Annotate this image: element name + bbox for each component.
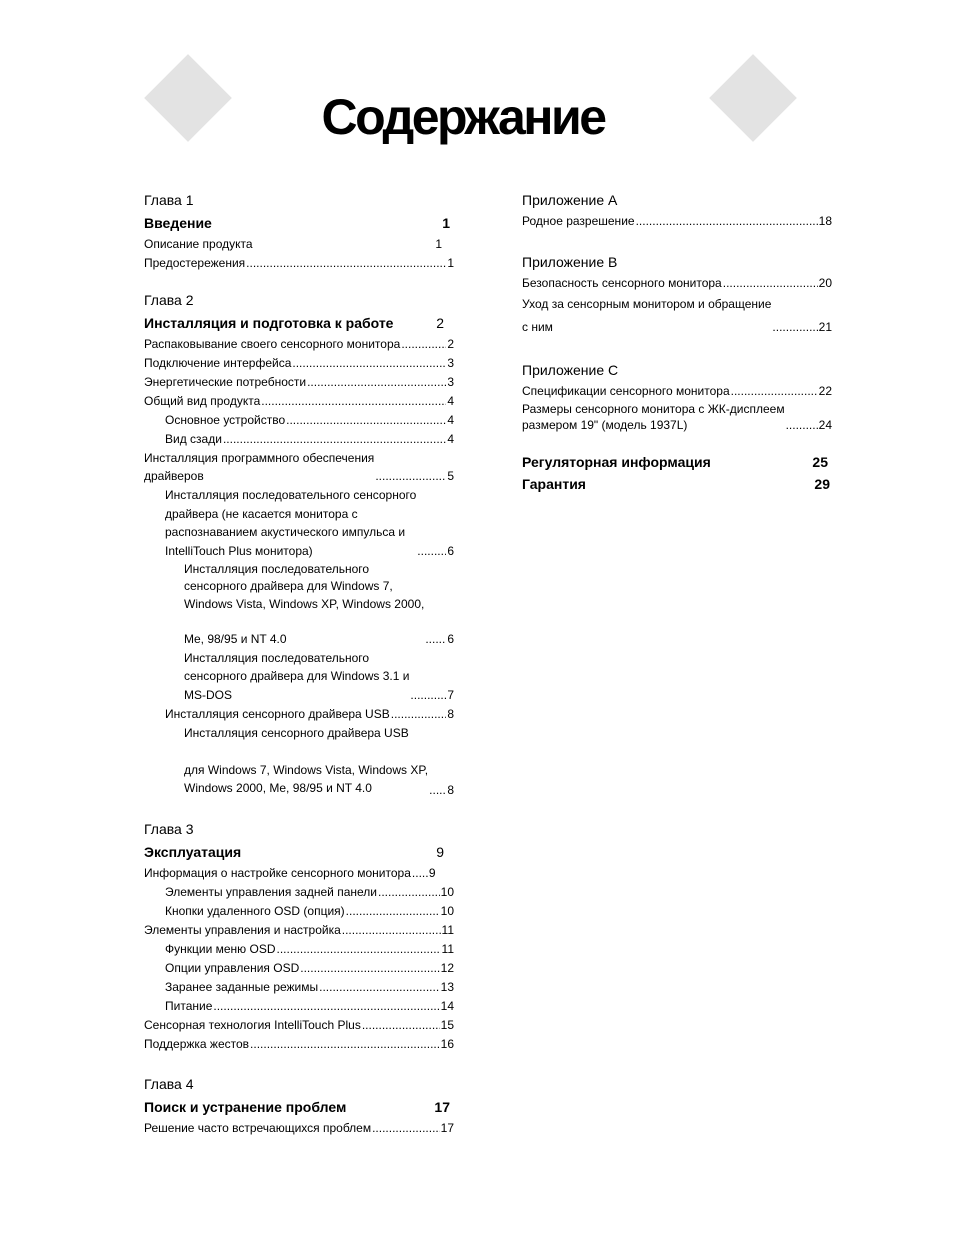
- chapter-3-label: Глава 3: [144, 820, 194, 837]
- leader-dots: [378, 883, 440, 902]
- toc-entry[interactable]: [522, 274, 832, 293]
- regulatory-info-heading[interactable]: [522, 451, 832, 473]
- toc-entry-page: 1: [435, 237, 442, 251]
- toc-entry[interactable]: [522, 212, 832, 231]
- toc-entry[interactable]: [144, 959, 454, 978]
- toc-entry[interactable]: [144, 705, 454, 724]
- toc-entry[interactable]: [144, 997, 454, 1016]
- leader-dots: [401, 335, 446, 354]
- toc-entry[interactable]: [144, 883, 454, 902]
- toc-entry-text: Основное устройство: [165, 412, 286, 427]
- toc-entry-page: 6: [447, 543, 454, 558]
- chapter-3-heading[interactable]: [144, 842, 454, 862]
- leader-dots: [213, 997, 439, 1016]
- toc-right-column: [522, 191, 832, 495]
- leader-dots: [723, 274, 818, 293]
- toc-entry[interactable]: [522, 293, 832, 339]
- toc-entry-text: Информация о настройке сенсорного монитора: [144, 865, 411, 880]
- toc-entry-text: Решение часто встречающихся проблем: [144, 1121, 372, 1135]
- leader-dots: [391, 705, 447, 724]
- toc-entry-text: Кнопки удаленного OSD (опция): [165, 903, 345, 918]
- leader-dots: [223, 430, 446, 449]
- toc-entry-page: 5: [447, 469, 454, 483]
- toc-entry[interactable]: [144, 430, 454, 449]
- toc-entry-text: Инсталляция сенсорного драйвера USB для Windows 7, Windows Vista, Windows XP, Windows 2000, Me, 98/95 и NT 4.0: [184, 725, 429, 795]
- chapter-heading-title: Инсталляция и подготовка к работе: [144, 314, 394, 331]
- leader-dots: [772, 316, 817, 339]
- toc-entry-page: 17: [440, 1121, 454, 1135]
- toc-entry-text: Уход за сенсорным монитором и обращение с ним: [522, 296, 772, 334]
- toc-entry-text: Общий вид продукта: [144, 393, 261, 408]
- toc-entry-text: Элементы управления задней панели: [165, 884, 377, 899]
- toc-entry-text: Поддержка жестов: [144, 1036, 250, 1051]
- leader-dots: [731, 382, 818, 401]
- warranty-title: Гарантия: [522, 475, 586, 492]
- chapter-2-heading[interactable]: [144, 313, 454, 333]
- toc-entry-text: Безопасность сенсорного монитора: [522, 275, 722, 290]
- toc-entry-text: Распаковывание своего сенсорного монитора: [144, 336, 401, 351]
- toc-entry-text: Заранее заданные режимы: [165, 979, 319, 994]
- chapter-heading-page: 9: [436, 843, 444, 860]
- toc-entry[interactable]: [144, 940, 454, 959]
- toc-entry-page: 7: [447, 687, 454, 702]
- toc-entry-text: Функции меню OSD: [165, 941, 276, 956]
- toc-entry[interactable]: [144, 392, 454, 411]
- toc-entry[interactable]: [144, 486, 454, 560]
- toc-entry-page: 4: [447, 431, 454, 446]
- toc-entry-page: 21: [818, 319, 832, 334]
- chapter-heading-title: Эксплуатация: [144, 843, 242, 860]
- toc-entry-page: 4: [447, 412, 454, 427]
- toc-entry-page: 3: [447, 374, 454, 389]
- chapter-2-label: Глава 2: [144, 291, 194, 308]
- toc-entry-text: Размеры сенсорного монитора с ЖК-дисплеем размером 19" (модель 1937L): [522, 401, 785, 432]
- chapter-heading-page: 2: [436, 314, 444, 331]
- toc-entry-page: 13: [440, 979, 454, 994]
- leader-dots: [410, 686, 446, 705]
- toc-entry-page: 10: [440, 884, 454, 899]
- toc-entry-text: Описание продукта: [144, 237, 253, 251]
- leader-dots: [342, 921, 441, 940]
- toc-entry[interactable]: [144, 354, 454, 373]
- toc-entry[interactable]: [144, 373, 454, 392]
- toc-entry-page: 11: [441, 922, 454, 937]
- toc-entry-page: 8: [447, 706, 454, 721]
- leader-dots: [425, 631, 446, 649]
- toc-entry[interactable]: [144, 1016, 454, 1035]
- leader-dots: [307, 373, 446, 392]
- chapter-heading-title: Поиск и устранение проблем: [144, 1099, 347, 1115]
- toc-entry-page: 2: [447, 336, 454, 351]
- leader-dots: [261, 392, 446, 411]
- leader-dots: [375, 467, 446, 486]
- toc-entry-page: 6: [447, 631, 454, 646]
- toc-entry[interactable]: [144, 649, 454, 705]
- toc-entry-text: Инсталляция последовательного сенсорного драйвера для Windows 3.1 и MS-DOS: [184, 650, 410, 702]
- toc-entry[interactable]: [522, 382, 832, 401]
- toc-entry-page: 4: [447, 393, 454, 408]
- toc-entry-text: Инсталляция последовательного сенсорного драйвера (не касается монитора с распознаванием акустического импульса и IntelliTouch Plus монитора): [165, 488, 417, 558]
- chapter-4-label: Глава 4: [144, 1076, 194, 1092]
- chapter-heading-page: 17: [434, 1099, 450, 1115]
- toc-entry-text: Опции управления OSD: [165, 960, 300, 975]
- toc-entry[interactable]: [144, 921, 454, 940]
- toc-entry[interactable]: [144, 1119, 454, 1138]
- toc-entry-page: 8: [447, 782, 454, 797]
- toc-entry[interactable]: [144, 1035, 454, 1054]
- toc-entry[interactable]: [144, 335, 454, 354]
- page-title: Содержание: [321, 89, 605, 145]
- chapter-heading-page: 1: [442, 215, 450, 231]
- toc-entry[interactable]: [144, 561, 454, 649]
- regulatory-info-page: 25: [812, 453, 828, 470]
- leader-dots: [246, 254, 446, 273]
- toc-entry-page: 14: [440, 998, 454, 1013]
- leader-dots: [636, 212, 818, 231]
- toc-entry[interactable]: [144, 235, 454, 254]
- chapter-1-heading[interactable]: [144, 213, 454, 233]
- leader-dots: [300, 959, 439, 978]
- regulatory-info-title: Регуляторная информация: [522, 453, 711, 470]
- leader-dots: [372, 1119, 440, 1138]
- leader-dots: [286, 411, 446, 430]
- toc-entry-text: Спецификации сенсорного монитора: [522, 383, 730, 398]
- leader-dots: [786, 417, 818, 433]
- toc-entry-text: Питание: [165, 998, 213, 1013]
- toc-entry-text: Инсталляция программного обеспечения драйверов: [144, 450, 375, 483]
- warranty-page: 29: [814, 475, 830, 492]
- leader-dots: [429, 782, 446, 798]
- toc-entry-page: 20: [818, 275, 832, 290]
- toc-entry-text: Инсталляция сенсорного драйвера USB: [165, 706, 390, 721]
- toc-entry-page: 10: [440, 903, 454, 918]
- appendix-b-label: Приложение B: [522, 253, 618, 270]
- leader-dots: [346, 902, 440, 921]
- toc-entry[interactable]: [144, 449, 454, 486]
- leader-dots: [319, 978, 440, 997]
- leader-dots: [412, 864, 428, 883]
- toc-entry-text: Подключение интерфейса: [144, 355, 292, 370]
- toc-entry[interactable]: [144, 978, 454, 997]
- toc-entry-page: 9: [428, 865, 436, 880]
- warranty-heading[interactable]: [522, 473, 832, 495]
- toc-entry[interactable]: [144, 411, 454, 430]
- leader-dots: [417, 542, 446, 561]
- toc-entry-text: Предостережения: [144, 256, 246, 270]
- toc-entry-text: Энергетические потребности: [144, 374, 307, 389]
- toc-entry-text: Инсталляция последовательного сенсорного драйвера для Windows 7, Windows Vista, Windows XP, Windows 2000, Me, 98/95 и NT 4.0: [184, 561, 425, 646]
- toc-entry-text: Элементы управления и настройка: [144, 922, 341, 937]
- toc-entry[interactable]: [144, 902, 454, 921]
- toc-entry[interactable]: [144, 254, 454, 273]
- toc-entry-text: Вид сзади: [165, 431, 222, 446]
- leader-dots: [250, 1035, 440, 1054]
- leader-dots: [292, 354, 446, 373]
- appendix-c-label: Приложение C: [522, 361, 619, 378]
- chapter-4-heading[interactable]: [144, 1097, 454, 1117]
- toc-entry-page: 22: [818, 383, 832, 398]
- toc-entry-text: Сенсорная технология IntelliTouch Plus: [144, 1017, 361, 1032]
- leader-dots: [277, 940, 441, 959]
- toc-entry-page: 11: [441, 941, 454, 956]
- chapter-1-label: Глава 1: [144, 192, 194, 208]
- toc-entry[interactable]: [144, 864, 454, 883]
- toc-entry-page: 12: [440, 960, 454, 975]
- toc-entry-page: 3: [447, 355, 454, 370]
- toc-entry-text: Родное разрешение: [522, 214, 635, 228]
- chapter-heading-title: Введение: [144, 215, 212, 231]
- toc-entry-page: 1: [447, 256, 454, 270]
- toc-entry[interactable]: [144, 724, 454, 798]
- toc-entry[interactable]: [522, 401, 832, 433]
- toc-entry-page: 24: [818, 417, 832, 432]
- appendix-a-label: Приложение A: [522, 192, 618, 208]
- toc-entry-page: 15: [440, 1017, 454, 1032]
- toc-entry-page: 16: [440, 1036, 454, 1051]
- toc-left-column: [144, 191, 454, 1138]
- toc-entry-page: 18: [818, 214, 832, 228]
- leader-dots: [362, 1016, 440, 1035]
